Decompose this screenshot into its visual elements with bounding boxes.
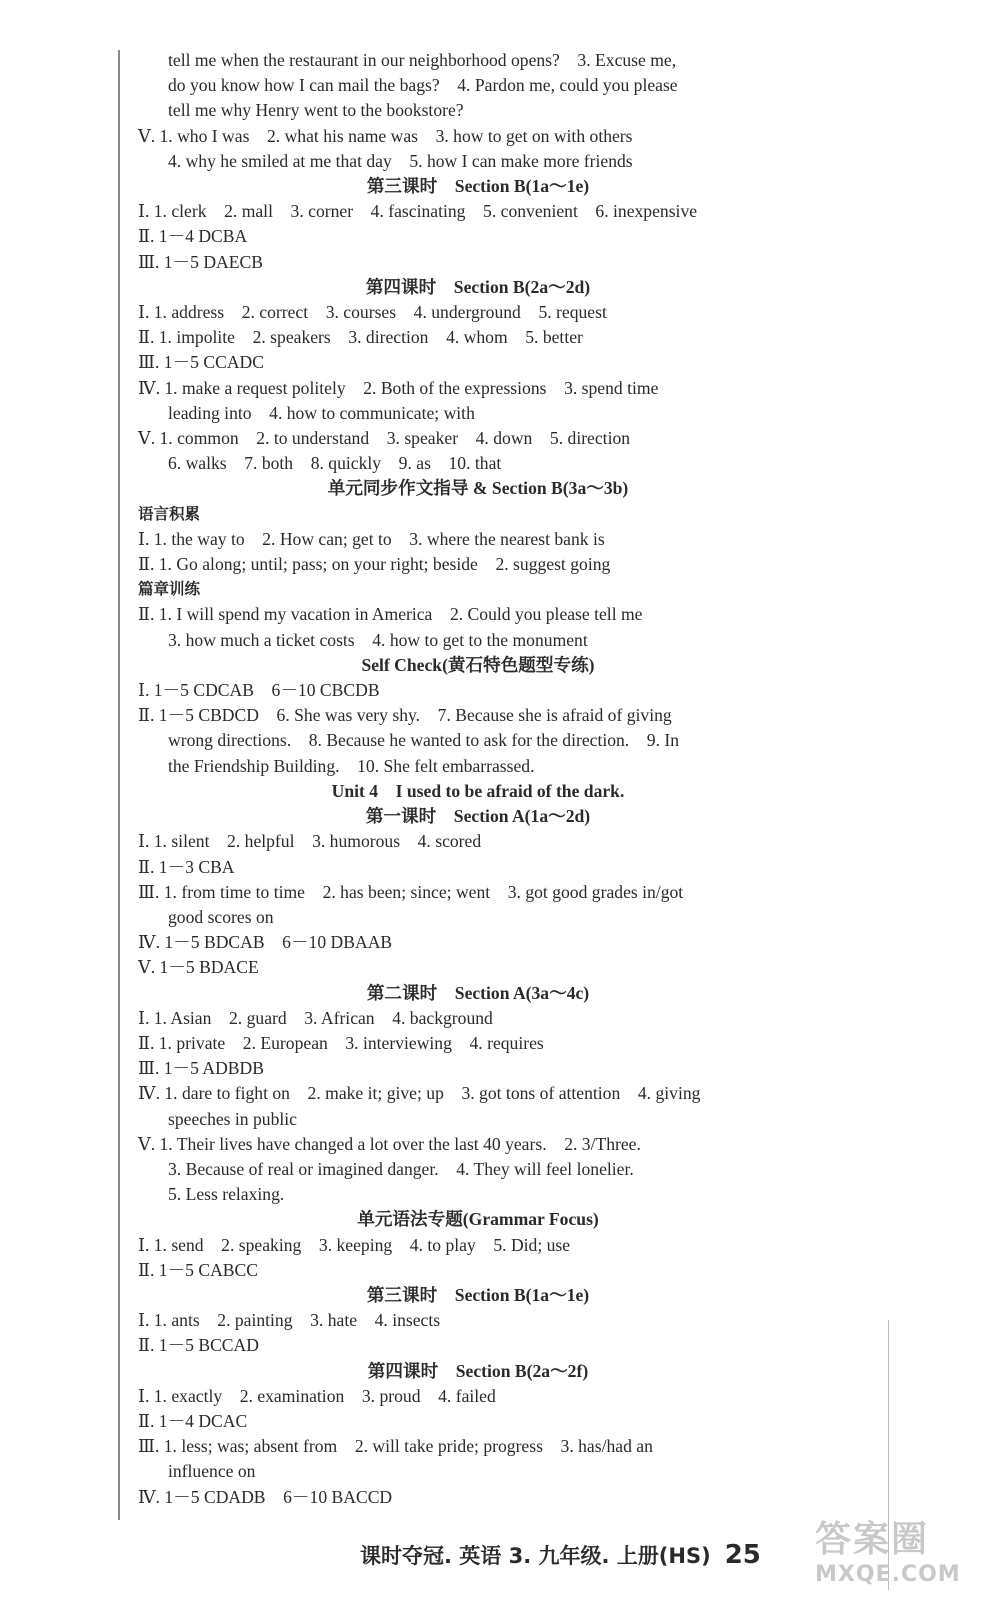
answer-line-continued: 3. Because of real or imagined danger. 4. They will feel lonelier. <box>168 1158 634 1179</box>
section-heading: 单元同步作文指导 & Section B(3a～3b) <box>327 478 629 499</box>
watermark-url: MXQE.COM <box>815 1562 961 1587</box>
answer-line-continued: do you know how I can mail the bags? 4. Pardon me, could you please <box>168 75 678 96</box>
answer-line: Ⅲ. 1－5 CCADC <box>138 352 264 373</box>
answer-line: Ⅳ. 1－5 BDCAB 6－10 DBAAB <box>138 932 393 953</box>
book-title: 课时夺冠. 英语 3. 九年级. 上册(HS) <box>360 1544 711 1568</box>
answer-line: Ⅰ. 1. ants 2. painting 3. hate 4. insects <box>138 1310 441 1331</box>
answer-line-continued: 5. Less relaxing. <box>168 1184 285 1205</box>
answer-line: Ⅲ. 1－5 ADBDB <box>138 1058 264 1079</box>
answer-line: Ⅱ. 1. Go along; until; pass; on your right; beside 2. suggest going <box>138 554 611 575</box>
answer-line: Ⅴ. 1. Their lives have changed a lot over the last 40 years. 2. 3/Three. <box>138 1133 641 1154</box>
answer-line: Ⅴ. 1－5 BDACE <box>138 957 259 978</box>
section-heading: 第三课时 Section B(1a～1e) <box>366 176 590 197</box>
answer-line: Ⅱ. 1－3 CBA <box>138 856 235 877</box>
answer-line: Ⅱ. 1－4 DCBA <box>138 226 248 247</box>
answer-line: Ⅲ. 1. from time to time 2. has been; since; went 3. got good grades in/got <box>138 881 684 902</box>
page-footer <box>360 1540 820 1570</box>
answer-line-continued: tell me why Henry went to the bookstore? <box>168 100 464 121</box>
answer-line: Ⅱ. 1. impolite 2. speakers 3. direction 4. whom 5. better <box>138 327 583 348</box>
answer-line: Ⅲ. 1－5 DAECB <box>138 251 263 272</box>
section-heading: 单元语法专题(Grammar Focus) <box>357 1209 599 1230</box>
answer-line: Ⅴ. 1. common 2. to understand 3. speaker 4. down 5. direction <box>138 428 631 449</box>
answer-line-continued: the Friendship Building. 10. She felt embarrassed. <box>168 755 535 776</box>
answer-line-continued: 3. how much a ticket costs 4. how to get to the monument <box>168 629 588 650</box>
answer-line: Ⅳ. 1. dare to fight on 2. make it; give; up 3. got tons of attention 4. giving <box>138 1083 701 1104</box>
answer-line: Ⅱ. 1. private 2. European 3. interviewing 4. requires <box>138 1032 544 1053</box>
answer-line-continued: good scores on <box>168 906 274 927</box>
answer-line: Ⅰ. 1－5 CDCAB 6－10 CBCDB <box>138 680 380 701</box>
answer-line: Ⅰ. 1. the way to 2. How can; get to 3. where the nearest bank is <box>138 528 605 549</box>
answer-line-continued: leading into 4. how to communicate; with <box>168 402 475 423</box>
answer-line-continued: speeches in public <box>168 1108 297 1129</box>
answer-key-body <box>138 48 818 1510</box>
section-heading: Unit 4 I used to be afraid of the dark. <box>331 780 625 801</box>
page-number: 25 <box>724 1540 761 1570</box>
watermark-logo <box>815 1518 995 1596</box>
section-heading: 第四课时 Section B(2a～2f) <box>367 1360 589 1381</box>
answer-line: Ⅱ. 1－5 BCCAD <box>138 1335 259 1356</box>
watermark-logo-text: 答案圈 <box>815 1519 930 1560</box>
subsection-label: 篇章训练 <box>138 580 201 599</box>
section-heading: 第一课时 Section A(1a～2d) <box>365 806 591 827</box>
answer-line-continued: 6. walks 7. both 8. quickly 9. as 10. that <box>168 453 502 474</box>
section-heading: Self Check(黄石特色题型专练) <box>361 654 595 675</box>
answer-line: Ⅰ. 1. send 2. speaking 3. keeping 4. to play 5. Did; use <box>138 1234 571 1255</box>
answer-line: Ⅲ. 1. less; was; absent from 2. will take pride; progress 3. has/had an <box>138 1436 653 1457</box>
answer-line: Ⅰ. 1. address 2. correct 3. courses 4. underground 5. request <box>138 302 607 323</box>
answer-line: Ⅰ. 1. exactly 2. examination 3. proud 4. failed <box>138 1385 496 1406</box>
subsection-label: 语言积累 <box>138 504 201 523</box>
answer-line: Ⅱ. 1－5 CBDCD 6. She was very shy. 7. Because she is afraid of giving <box>138 705 672 726</box>
answer-line: Ⅱ. 1－5 CABCC <box>138 1259 258 1280</box>
section-heading: 第四课时 Section B(2a～2d) <box>365 276 591 297</box>
answer-line: Ⅳ. 1－5 CDADB 6－10 BACCD <box>138 1486 393 1507</box>
answer-line: Ⅳ. 1. make a request politely 2. Both of the expressions 3. spend time <box>138 377 659 398</box>
answer-line: Ⅴ. 1. who I was 2. what his name was 3. how to get on with others <box>138 125 633 146</box>
answer-line-continued: 4. why he smiled at me that day 5. how I can make more friends <box>168 150 633 171</box>
answer-line: Ⅰ. 1. clerk 2. mall 3. corner 4. fascinating 5. convenient 6. inexpensive <box>138 201 698 222</box>
answer-line: Ⅱ. 1. I will spend my vacation in America 2. Could you please tell me <box>138 604 643 625</box>
answer-line-continued: wrong directions. 8. Because he wanted to ask for the direction. 9. In <box>168 730 680 751</box>
answer-line: Ⅰ. 1. Asian 2. guard 3. African 4. background <box>138 1007 493 1028</box>
section-heading: 第三课时 Section B(1a～1e) <box>366 1284 590 1305</box>
answer-line: Ⅱ. 1－4 DCAC <box>138 1410 248 1431</box>
answer-line: Ⅰ. 1. silent 2. helpful 3. humorous 4. scored <box>138 831 482 852</box>
answer-line-continued: influence on <box>168 1461 256 1482</box>
section-heading: 第二课时 Section A(3a～4c) <box>366 982 590 1003</box>
left-margin-rule <box>118 50 120 1520</box>
answer-line-continued: tell me when the restaurant in our neighborhood opens? 3. Excuse me, <box>168 50 677 70</box>
